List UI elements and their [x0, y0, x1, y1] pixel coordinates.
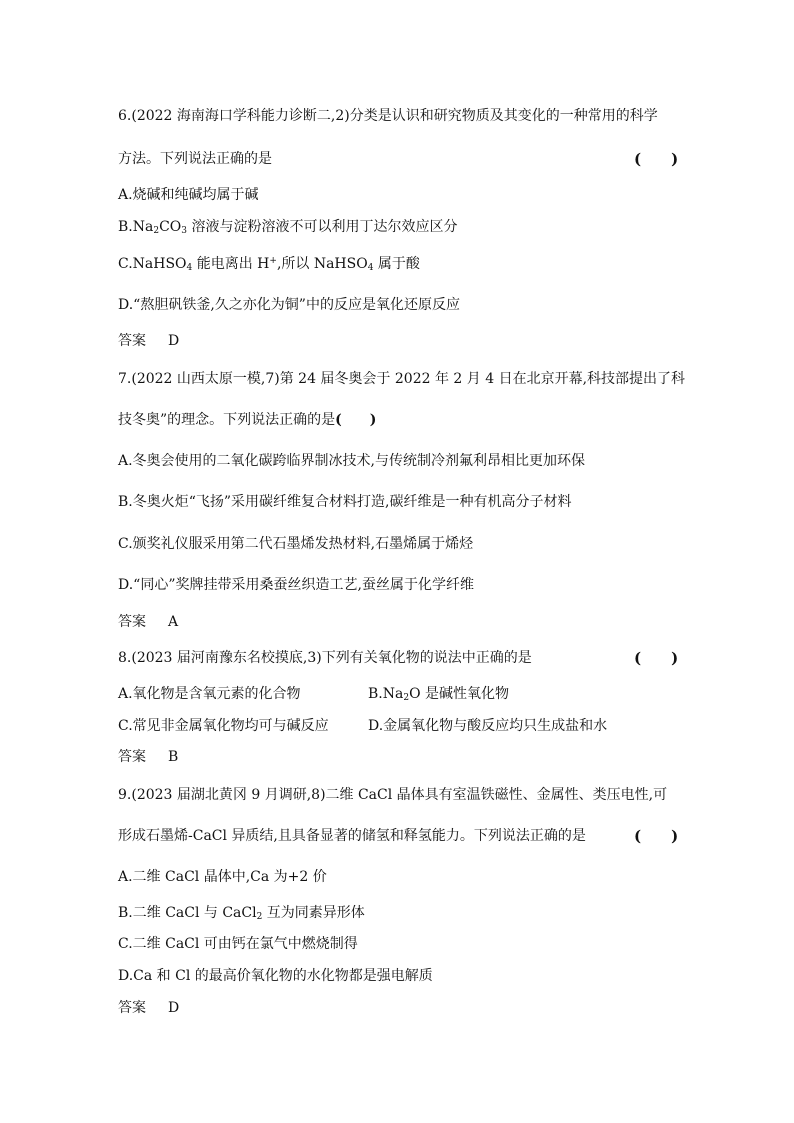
- q6-stem-line-1: 6.(2022 海南海口学科能力诊断二,2)分类是认识和研究物质及其变化的一种常用的科学: [118, 108, 658, 124]
- answer-label: 答案: [118, 333, 146, 349]
- answer-value: B: [168, 749, 179, 765]
- q6-option-a: A.烧碱和纯碱均属于碱: [118, 187, 259, 203]
- q6-stem-line-2: 方法。下列说法正确的是: [118, 151, 272, 167]
- q9-answer-bracket: ( ): [634, 827, 679, 845]
- q7-option-d: D.“同心”奖牌挂带采用桑蚕丝织造工艺,蚕丝属于化学纤维: [118, 577, 474, 593]
- q7-stem-line-1: 7.(2022 山西太原一模,7)第 24 届冬奥会于 2022 年 2 月 4 日在北京开幕,科技部提出了科: [118, 371, 686, 387]
- subscript: 3: [181, 226, 188, 236]
- subscript: 2: [403, 693, 410, 703]
- q8-stem-line-1: 8.(2023 届河南豫东名校摸底,3)下列有关氧化物的说法中正确的是: [118, 650, 532, 666]
- text-run: B.二维 CaCl 与 CaCl: [118, 905, 257, 921]
- q7-stem-line-2: [118, 411, 376, 429]
- subscript: 2: [256, 912, 263, 922]
- text-run: 互为同素异形体: [262, 905, 365, 921]
- answer-label: 答案: [118, 614, 146, 630]
- q7-option-a: A.冬奥会使用的二氧化碳跨临界制冰技术,与传统制冷剂氟利昂相比更加环保: [118, 453, 586, 469]
- text-run: C.NaHSO: [118, 256, 187, 272]
- answer-value: D: [168, 333, 180, 349]
- q7-option-c: C.颁奖礼仪服采用第二代石墨烯发热材料,石墨烯属于烯烃: [118, 536, 474, 552]
- q6-option-d: D.“熬胆矾铁釜,久之亦化为铜”中的反应是氧化还原反应: [118, 297, 460, 313]
- q6-option-c: [118, 255, 420, 273]
- q8-option-b: [368, 685, 509, 703]
- superscript: +: [269, 256, 277, 266]
- answer-label: 答案: [118, 1000, 146, 1016]
- text-run: B.Na: [118, 219, 154, 235]
- text-run: 能电离出 H: [192, 256, 270, 272]
- answer-label: 答案: [118, 749, 146, 765]
- q6-answer-bracket: ( ): [634, 150, 679, 168]
- subscript: 4: [367, 263, 374, 273]
- q7-answer: [118, 613, 178, 631]
- q7-option-b: B.冬奥火炬“飞扬”采用碳纤维复合材料打造,碳纤维是一种有机高分子材料: [118, 494, 572, 510]
- q6-option-b: [118, 218, 457, 236]
- text-run: ,所以 NaHSO: [276, 256, 368, 272]
- text-run: O 是碱性氧化物: [409, 686, 510, 702]
- q8-answer: [118, 748, 178, 766]
- text-run: 溶液与淀粉溶液不可以利用丁达尔效应区分: [187, 219, 458, 235]
- answer-value: D: [168, 1000, 180, 1016]
- q6-answer: [118, 332, 179, 350]
- q9-stem-line-1: 9.(2023 届湖北黄冈 9 月调研,8)二维 CaCl 晶体具有室温铁磁性、金属性、类压电性,可: [118, 787, 668, 803]
- text-run: CO: [159, 219, 182, 235]
- subscript: 2: [153, 226, 160, 236]
- q8-answer-bracket: ( ): [634, 649, 679, 667]
- q9-option-d: D.Ca 和 Cl 的最高价氧化物的水化物都是强电解质: [118, 968, 433, 984]
- answer-value: A: [168, 614, 179, 630]
- q9-stem-line-2: 形成石墨烯-CaCl 异质结,且具备显著的储氢和释氢能力。下列说法正确的是: [118, 828, 586, 844]
- text-run: B.Na: [368, 686, 404, 702]
- q9-option-c: C.二维 CaCl 可由钙在氯气中燃烧制得: [118, 936, 358, 952]
- q9-option-a: A.二维 CaCl 晶体中,Ca 为+2 价: [118, 869, 327, 885]
- q8-option-a: A.氧化物是含氧元素的化合物: [118, 686, 301, 702]
- q8-option-d: D.金属氧化物与酸反应均只生成盐和水: [368, 718, 608, 734]
- subscript: 4: [186, 263, 193, 273]
- q7-answer-bracket: ( ): [335, 412, 377, 428]
- q9-option-b: [118, 904, 365, 922]
- q8-option-c: C.常见非金属氧化物均可与碱反应: [118, 718, 329, 734]
- q9-answer: [118, 999, 179, 1017]
- text-run: 属于酸: [373, 256, 420, 272]
- text-run: 技冬奥”的理念。下列说法正确的是: [118, 412, 336, 428]
